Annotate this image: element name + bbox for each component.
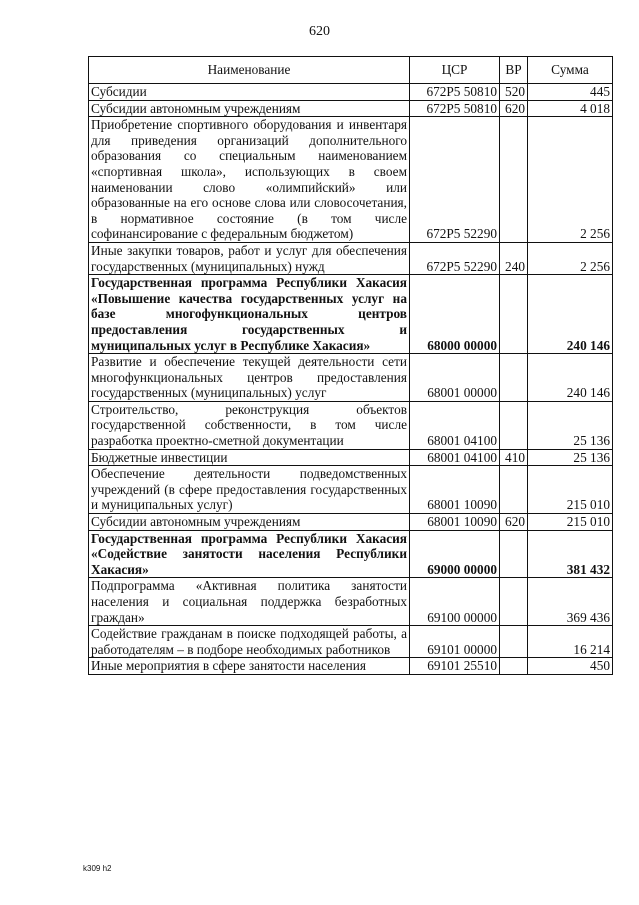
row-sum: 445 <box>528 84 613 101</box>
row-vr <box>500 401 528 449</box>
row-sum: 369 436 <box>528 578 613 626</box>
row-sum: 2 256 <box>528 242 613 274</box>
row-sum: 4 018 <box>528 100 613 117</box>
header-csr: ЦСР <box>410 57 500 84</box>
table-row <box>89 658 613 675</box>
row-sum: 240 146 <box>528 354 613 402</box>
row-name: Развитие и обеспечение текущей деятельности сети многофункциональных центров предоставления государственных (муниципальных) услуг <box>89 354 410 402</box>
row-csr: 672P5 50810 <box>410 100 500 117</box>
row-csr: 69101 00000 <box>410 626 500 658</box>
table-row <box>89 401 613 449</box>
row-csr: 672P5 50810 <box>410 84 500 101</box>
row-csr: 68001 10090 <box>410 514 500 531</box>
table-row <box>89 354 613 402</box>
row-name: Подпрограмма «Активная политика занятости населения и социальная поддержка безработных граждан» <box>89 578 410 626</box>
row-vr <box>500 658 528 675</box>
row-sum: 450 <box>528 658 613 675</box>
table-row <box>89 626 613 658</box>
row-vr <box>500 117 528 243</box>
row-name: Обеспечение деятельности подведомственных учреждений (в сфере предоставления государственных и муниципальных услуг) <box>89 466 410 514</box>
table-row <box>89 578 613 626</box>
header-name: Наименование <box>89 57 410 84</box>
row-vr <box>500 578 528 626</box>
row-csr: 672P5 52290 <box>410 117 500 243</box>
row-sum: 25 136 <box>528 401 613 449</box>
table-row <box>89 275 613 354</box>
row-sum: 215 010 <box>528 466 613 514</box>
row-csr: 68001 04100 <box>410 401 500 449</box>
row-vr: 410 <box>500 449 528 466</box>
row-sum: 240 146 <box>528 275 613 354</box>
row-csr: 672P5 52290 <box>410 242 500 274</box>
row-csr: 68001 00000 <box>410 354 500 402</box>
table-row <box>89 242 613 274</box>
row-name: Приобретение спортивного оборудования и инвентаря для приведения организаций дополнительного образования со специальным наименованием «спортивная школа», использующих в своем наименовании слово «олимпийский» или образованные на его основе слова или словосочетания, в нормативное состояние (в том числе софинансирование с федеральным бюджетом) <box>89 117 410 243</box>
row-name: Субсидии <box>89 84 410 101</box>
table-row <box>89 117 613 243</box>
row-csr: 68000 00000 <box>410 275 500 354</box>
row-sum: 25 136 <box>528 449 613 466</box>
table-header-row <box>89 57 613 84</box>
table-row <box>89 466 613 514</box>
page-number: 620 <box>309 24 330 39</box>
row-vr: 620 <box>500 514 528 531</box>
table-row <box>89 84 613 101</box>
budget-table <box>88 56 613 675</box>
row-vr <box>500 530 528 578</box>
row-vr <box>500 275 528 354</box>
row-name: Бюджетные инвестиции <box>89 449 410 466</box>
row-name: Строительство, реконструкция объектов государственной собственности, в том числе разработка проектно-сметной документации <box>89 401 410 449</box>
row-name: Иные закупки товаров, работ и услуг для обеспечения государственных (муниципальных) нужд <box>89 242 410 274</box>
row-csr: 69101 25510 <box>410 658 500 675</box>
row-name: Субсидии автономным учреждениям <box>89 100 410 117</box>
table-row <box>89 449 613 466</box>
row-vr <box>500 466 528 514</box>
row-vr: 520 <box>500 84 528 101</box>
row-sum: 381 432 <box>528 530 613 578</box>
row-sum: 215 010 <box>528 514 613 531</box>
footer-code: k309 h2 <box>83 864 112 873</box>
table-row <box>89 100 613 117</box>
row-csr: 68001 10090 <box>410 466 500 514</box>
header-sum: Сумма <box>528 57 613 84</box>
row-vr <box>500 626 528 658</box>
table-row <box>89 514 613 531</box>
row-vr <box>500 354 528 402</box>
row-name: Субсидии автономным учреждениям <box>89 514 410 531</box>
row-name: Содействие гражданам в поиске подходящей работы, а работодателям – в подборе необходимых работников <box>89 626 410 658</box>
row-name: Государственная программа Республики Хакасия «Повышение качества государственных услуг на базе многофункциональных центров предоставления государственных и муниципальных услуг в Республике Хакасия» <box>89 275 410 354</box>
row-vr: 620 <box>500 100 528 117</box>
row-vr: 240 <box>500 242 528 274</box>
row-sum: 2 256 <box>528 117 613 243</box>
header-vr: ВР <box>500 57 528 84</box>
row-csr: 68001 04100 <box>410 449 500 466</box>
table-row <box>89 530 613 578</box>
row-sum: 16 214 <box>528 626 613 658</box>
row-name: Государственная программа Республики Хакасия «Содействие занятости населения Республики Хакасия» <box>89 530 410 578</box>
row-csr: 69100 00000 <box>410 578 500 626</box>
row-name: Иные мероприятия в сфере занятости населения <box>89 658 410 675</box>
row-csr: 69000 00000 <box>410 530 500 578</box>
